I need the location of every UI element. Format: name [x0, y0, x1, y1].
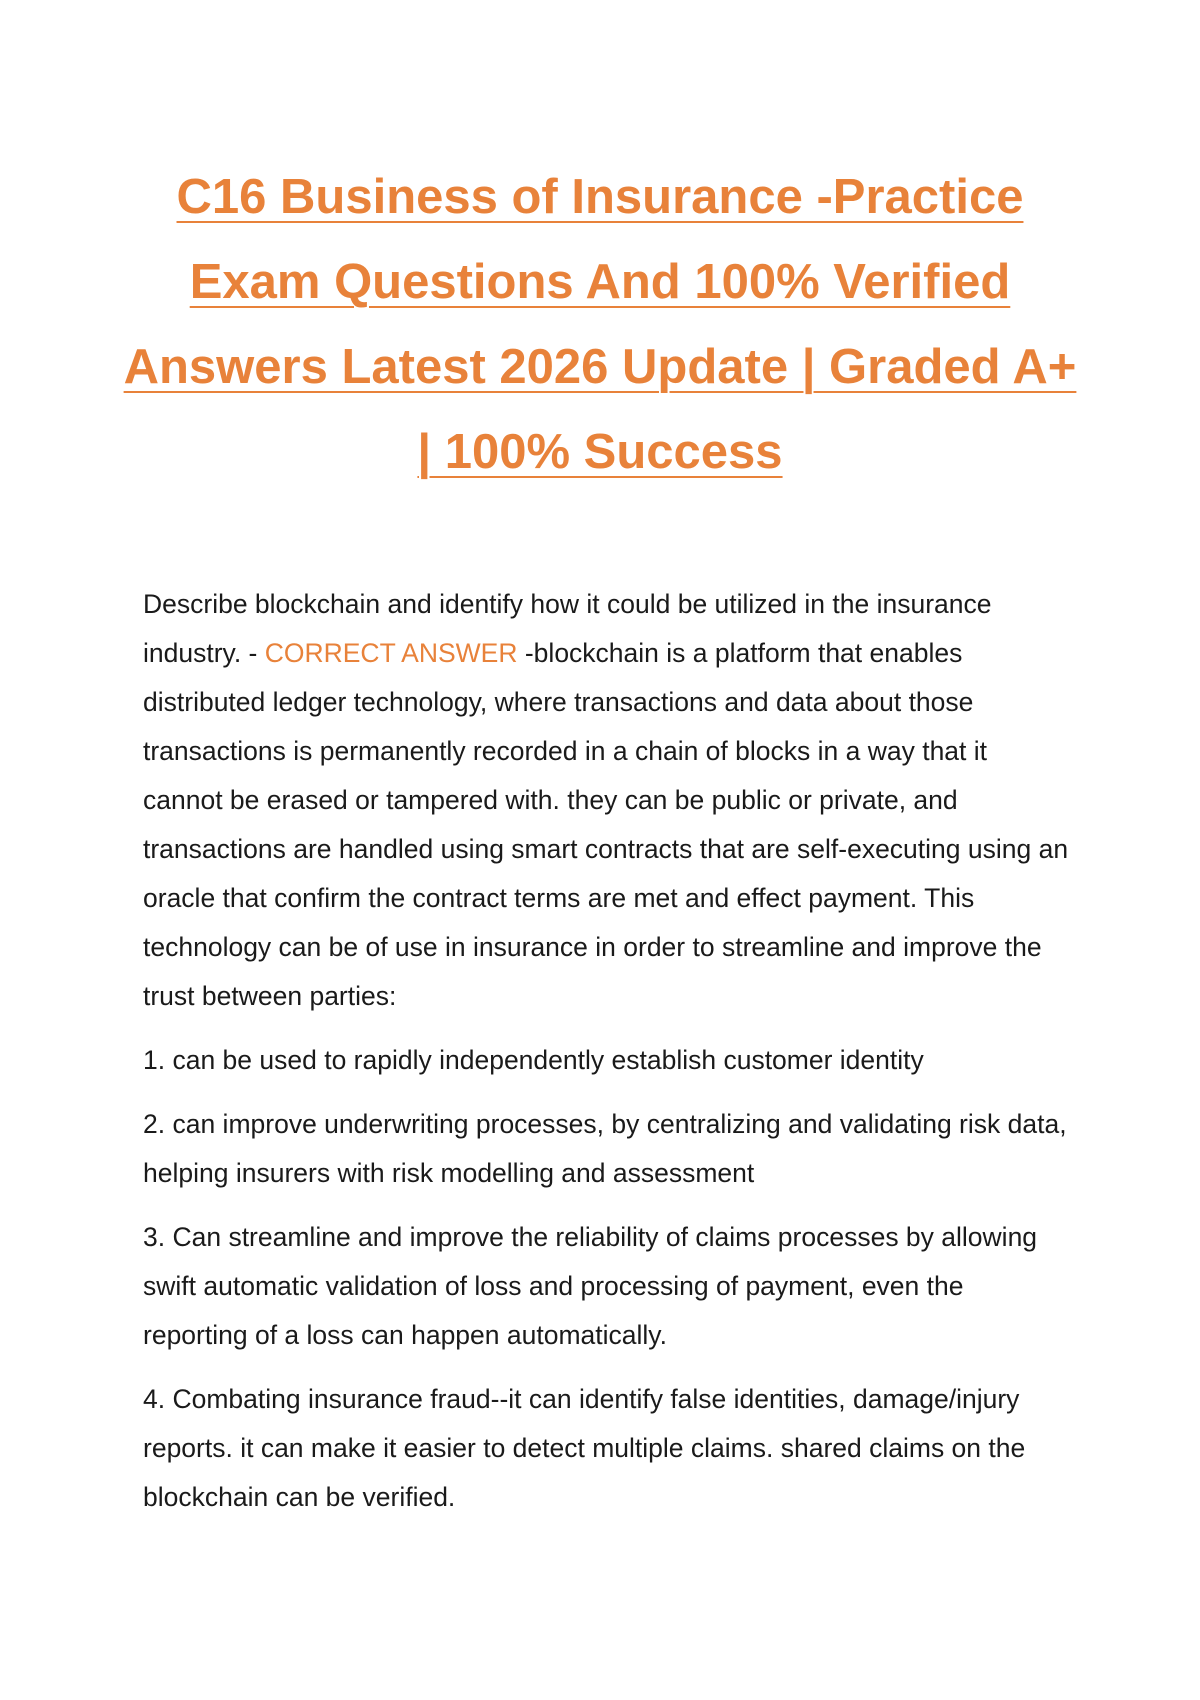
question-block	[143, 580, 1073, 1537]
correct-answer-label: CORRECT ANSWER	[264, 638, 518, 668]
document-title-text: C16 Business of Insurance -Practice Exam Questions And 100% Verified Answers Latest 2026 Update | Graded A+ | 100% Success	[123, 170, 1077, 479]
question-paragraph	[143, 580, 1073, 1021]
answer-point-2: 2. can improve underwriting processes, by centralizing and validating risk data, helping insurers with risk modelling and assessment	[143, 1109, 1067, 1188]
answer-point-4: 4. Combating insurance fraud--it can identify false identities, damage/injury reports. it can make it easier to detect multiple claims. shared claims on the blockchain can be verified.	[143, 1384, 1026, 1512]
answer-point-1: 1. can be used to rapidly independently establish customer identity	[143, 1045, 924, 1075]
answer-point-3: 3. Can streamline and improve the reliability of claims processes by allowing swift automatic validation of loss and processing of payment, even the reporting of a loss can happen automatically.	[143, 1222, 1038, 1350]
document-title	[120, 155, 1080, 495]
question-prompt: Describe blockchain and identify how it could be utilized in the insurance industry. -	[143, 589, 992, 668]
answer-text: -blockchain is a platform that enables distributed ledger technology, where transactions and data about those transactions is permanently recorded in a chain of blocks in a way that it cannot be erased or tampered with. they can be public or private, and transactions are handled using smart contracts that are self-executing using an oracle that confirm the contract terms are met and effect payment. This technology can be of use in insurance in order to streamline and improve the trust between parties:	[143, 638, 1069, 1011]
